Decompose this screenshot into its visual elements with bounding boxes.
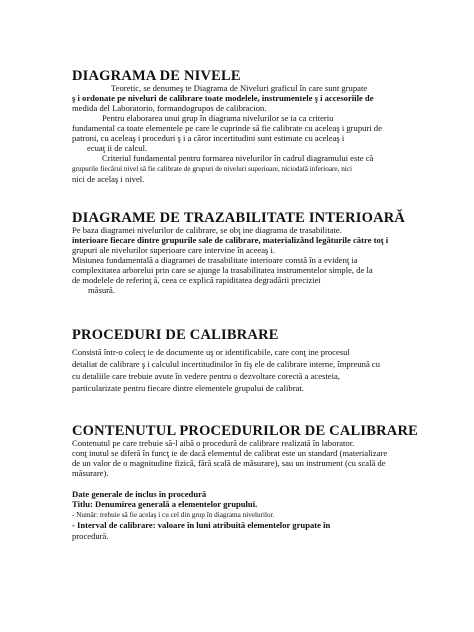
general-data-title: Date generale de inclus în procedură — [72, 489, 207, 499]
paragraph-line: Criteriul fundamental pentru formarea nivelurilor în cadrul diagramului este că — [102, 153, 374, 163]
paragraph-line: de un valor de o magnitudine fizică, fără scală de măsurare), sau un instrument (cu scală de — [72, 458, 386, 468]
paragraph-line: Pentru elaborarea unui grup în diagrama nivelurilor se ia ca criteriu — [102, 113, 334, 123]
interval-line: - Interval de calibrare: valoare în luni atribuită elementelor grupate în — [72, 520, 331, 530]
paragraph-line: Misiunea fundamentală a diagramei de trasabilitate interioare constă în a evidenţ ia — [72, 255, 358, 265]
paragraph-line: grupuri ale nivelurilor superioare care intervine în aceeaş i. — [72, 245, 276, 255]
paragraph-line: Pe baza diagramei nivelurilor de calibrare, se obţ ine diagrama de trasabilitate. — [72, 225, 342, 235]
title-line: Titlu: Denumirea generală a elementelor grupului. — [72, 499, 258, 509]
paragraph-line: măsurare). — [72, 468, 109, 478]
paragraph-line: măsură. — [88, 285, 115, 295]
section-heading: PROCEDURI DE CALIBRARE — [72, 327, 279, 343]
paragraph-line: patroni, cu aceleaş i proceduri ş i a căror incertitudini sunt estimate cu aceleaş i — [72, 133, 345, 143]
number-line: - Număr: trebuie să fie acelaş i cu cel din grup în diagrama nivelurilor. — [72, 511, 275, 519]
paragraph-line: complexitatea arborelui prin care se ajunge la trasabilitatea instrumentelor simple, de la — [72, 265, 373, 275]
paragraph-line: ş i ordonate pe niveluri de calibrare toate modelele, instrumentele ş i accesoriile de — [72, 93, 374, 103]
paragraph-line: medida del Laboratorio, formandogrupos de calibracion. — [72, 103, 267, 113]
paragraph-line: particularizate pentru fiecare dintre elementele grupului de calibrat. — [72, 383, 304, 393]
paragraph-line: ecuaţ ii de calcul. — [87, 143, 148, 153]
paragraph-line: nici de acelaş i nivel. — [72, 174, 145, 184]
paragraph-line: interioare fiecare dintre grupurile sale de calibrare, materializând legăturile către toţ i — [72, 235, 389, 245]
paragraph-line: fundamental ca toate elementele pe care le cuprinde să fie calibrate cu aceleaş i grupuri de — [72, 123, 382, 133]
paragraph-line: conţ inutul se diferă în funcţ ie de dacă elementul de calibrat este un standard (materializare — [72, 448, 388, 458]
paragraph-line: grupurile fiecărui nivel să fie calibrate de grupuri de niveluri superioare, niciodată inferioare, nici — [72, 165, 352, 173]
interval-line-continued: procedură. — [72, 531, 109, 541]
paragraph-line: cu detaliile care trebuie avute în vedere pentru o dezvoltare corectă a acesteia, — [72, 371, 340, 381]
section-heading: CONTENUTUL PROCEDURILOR DE CALIBRARE — [72, 423, 418, 439]
paragraph-line: detaliat de calibrare ş i calculul incertitudinilor în fiş ele de calibrare interne, împreună cu — [72, 359, 381, 369]
section-heading: DIAGRAMA DE NIVELE — [72, 68, 241, 84]
section-heading: DIAGRAME DE TRAZABILITATE INTERIOARĂ — [72, 210, 406, 226]
paragraph-line: Teoretic, se denumeş te Diagrama de Niveluri graficul în care sunt grupate — [111, 83, 368, 93]
paragraph-line: Contenutul pe care trebuie să-l aibă o procedură de calibrare realizată în laborator. — [72, 438, 355, 448]
paragraph-line: Consistă într-o colecţ ie de documente uş or identificabile, care conţ ine procesul — [72, 347, 350, 357]
paragraph-line: de modelele de referinţ ă, ceea ce explică rapiditatea degradării preciziei — [72, 275, 321, 285]
